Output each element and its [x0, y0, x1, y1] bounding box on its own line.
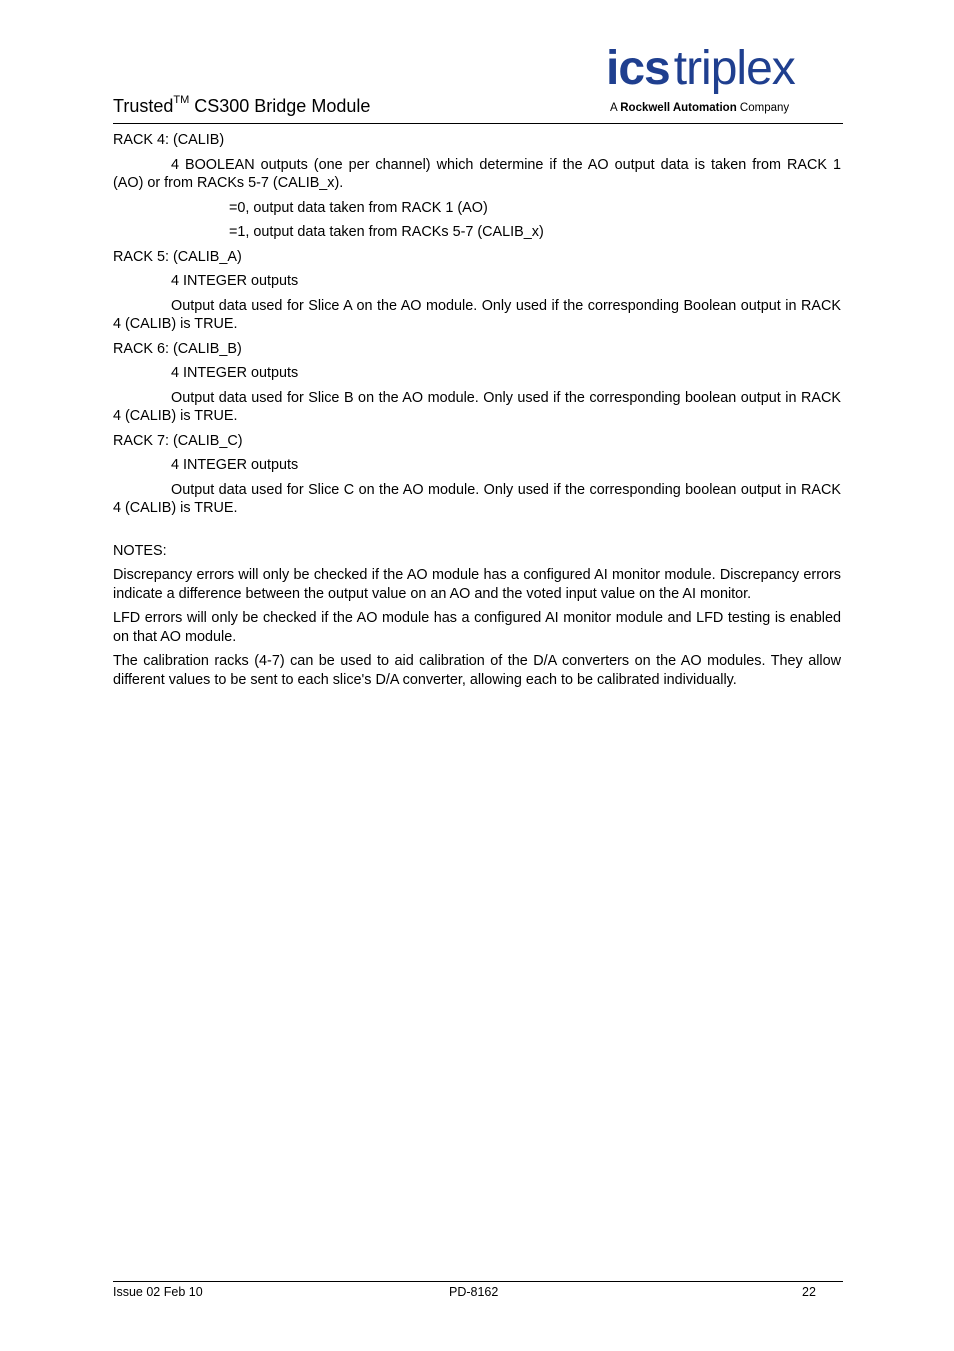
note-discrepancy: Discrepancy errors will only be checked if the AO module has a configured AI monitor module. Discrepancy errors indicate a difference between the output value on an AO and the voted input value on the AI monitor. — [113, 567, 841, 602]
rack6-description: Output data used for Slice B on the AO module. Only used if the corresponding boolean output in RACK 4 (CALIB) is TRUE. — [113, 389, 841, 424]
rack4-option-0: =0, output data taken from RACK 1 (AO) — [229, 199, 488, 216]
note-calibration: The calibration racks (4-7) can be used to aid calibration of the D/A converters on the AO modules. They allow different values to be sent to each slice's D/A converter, allowing each to be calibrated individually. — [113, 653, 841, 688]
rack7-outputs: 4 INTEGER outputs — [171, 457, 299, 473]
tagline-a: A — [610, 102, 621, 114]
rack4-heading: RACK 4: (CALIB) — [113, 132, 225, 148]
rack7-description: Output data used for Slice C on the AO module. Only used if the corresponding boolean output in RACK 4 (CALIB) is TRUE. — [113, 481, 841, 516]
notes-heading: NOTES: — [113, 542, 167, 559]
title-prefix: Trusted — [113, 96, 174, 116]
page-header-title — [113, 96, 370, 117]
logo-wordmark — [606, 44, 842, 94]
title-suffix: CS300 Bridge Module — [189, 96, 371, 116]
header-rule — [113, 123, 843, 124]
footer-issue: Issue 02 Feb 10 — [113, 1285, 203, 1299]
rack5-outputs: 4 INTEGER outputs — [171, 273, 299, 289]
footer-doc-number: PD-8162 — [449, 1285, 499, 1299]
rack6-outputs: 4 INTEGER outputs — [171, 365, 299, 381]
tagline-company: Company — [736, 102, 790, 114]
logo-triplex: triplex — [673, 42, 795, 95]
logo-tagline — [610, 102, 789, 114]
rack4-option-1: =1, output data taken from RACKs 5-7 (CALIB_x) — [229, 224, 544, 240]
rack4-description: 4 BOOLEAN outputs (one per channel) which determine if the AO output data is taken from RACK 1 (AO) or from RACKs 5-7 (CALIB_x). — [113, 156, 841, 191]
rack5-description: Output data used for Slice A on the AO module. Only used if the corresponding Boolean output in RACK 4 (CALIB) is TRUE. — [113, 297, 841, 332]
rack7-heading: RACK 7: (CALIB_C) — [113, 432, 243, 449]
footer-rule — [113, 1281, 843, 1282]
tagline-rockwell: Rockwell Automation — [620, 102, 737, 114]
footer-page-number: 22 — [802, 1285, 816, 1299]
note-lfd: LFD errors will only be checked if the AO module has a configured AI monitor module and LFD testing is enabled on that AO module. — [113, 610, 841, 645]
logo-ics: ics — [606, 42, 670, 95]
trademark-superscript: TM — [173, 94, 190, 106]
rack6-heading: RACK 6: (CALIB_B) — [113, 340, 242, 357]
rack5-heading: RACK 5: (CALIB_A) — [113, 248, 242, 265]
page-body — [113, 131, 841, 689]
ics-triplex-logo — [606, 42, 842, 114]
